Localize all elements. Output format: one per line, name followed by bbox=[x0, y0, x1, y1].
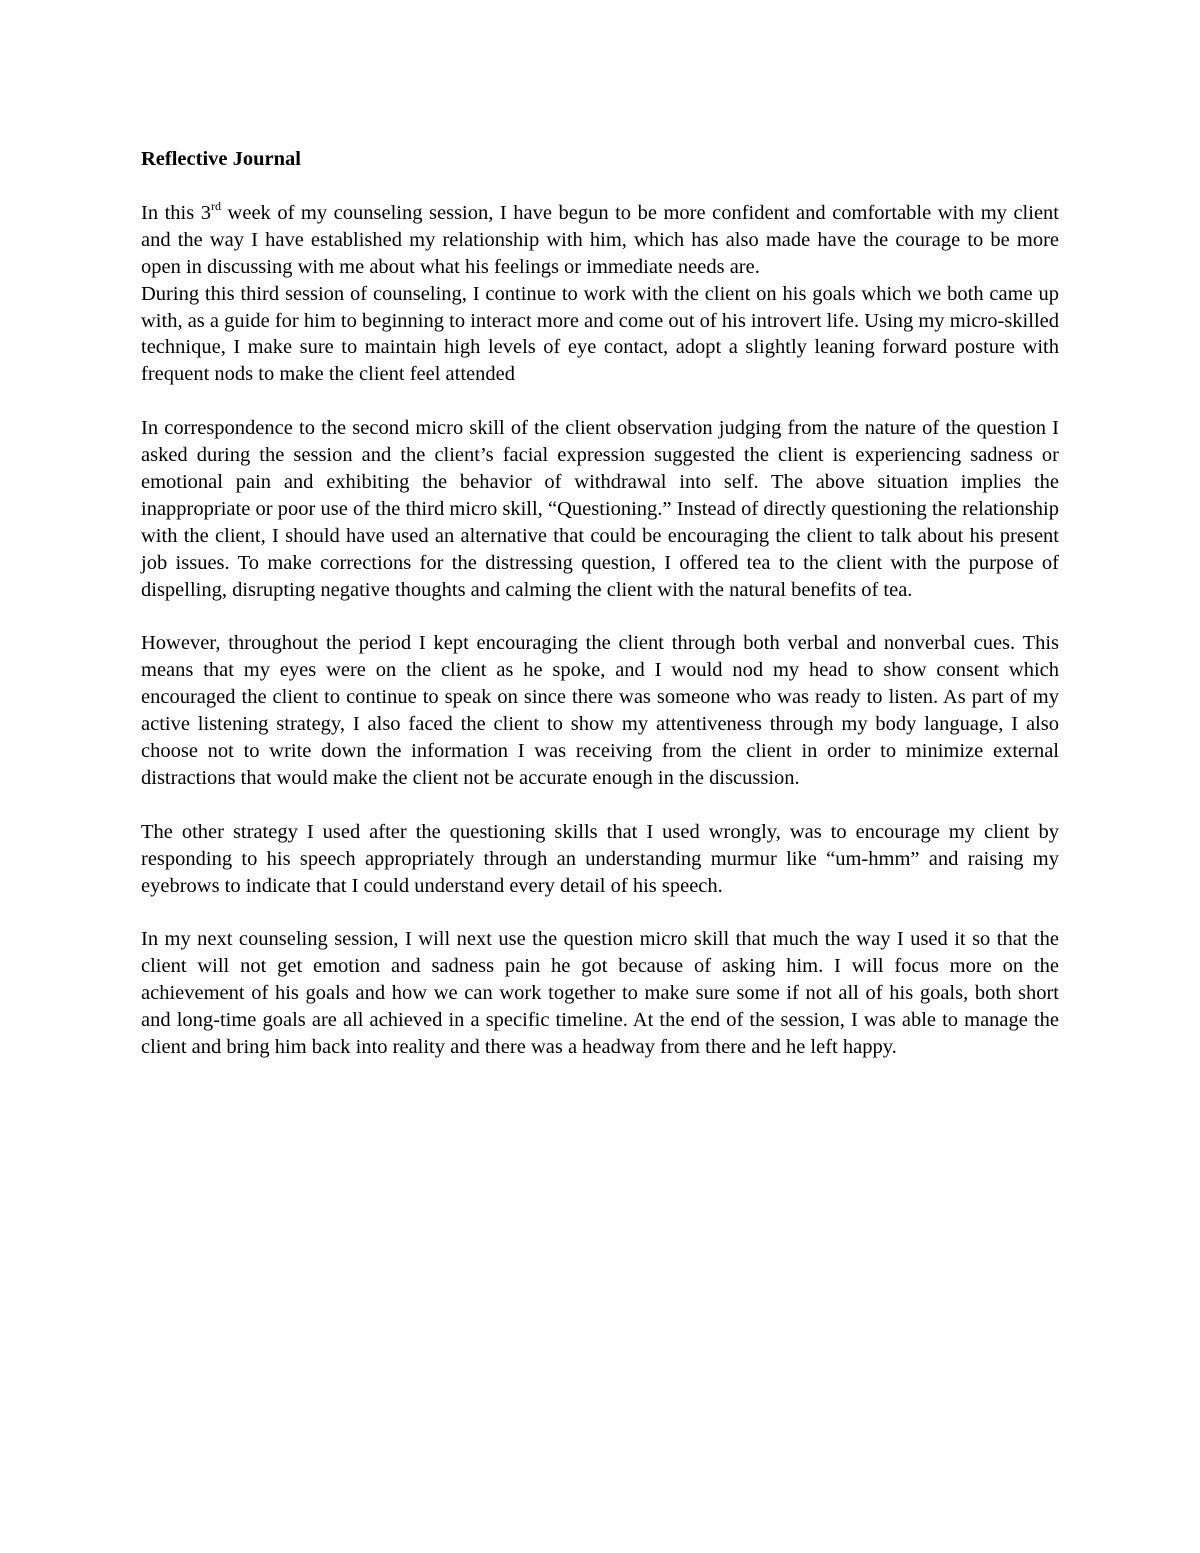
paragraph-intro-rest: week of my counseling session, I have begun to be more confident and comfortable with my client and the way I have established my relationship with him, which has also made have the courage to be more open in discussing with me about what his feelings or immediate needs are. bbox=[141, 201, 1059, 278]
paragraph-other-strategy: The other strategy I used after the questioning skills that I used wrongly, was to encourage my client by responding to his speech appropriately through an understanding murmur like “um-hmm” and raising my eyebrows to indicate that I could understand every detail of his speech. bbox=[141, 820, 1059, 897]
paragraph-intro-start: In this 3 bbox=[141, 201, 212, 224]
paragraph-next-session: In my next counseling session, I will next use the question micro skill that much the way I used it so that the client will not get emotion and sadness pain he got because of asking him. I will focus more on the achievement of his goals and how we can work together to make sure some if not all of his goals, both short and long-time goals are all achieved in a specific timeline. At the end of the session, I was able to manage the client and bring him back into reality and there was a headway from there and he left happy. bbox=[141, 928, 1059, 1058]
paragraph-observation: In correspondence to the second micro skill of the client observation judging from the nature of the question I asked during the session and the client’s facial expression suggested the client is experiencing sadness or emotional pain and exhibiting the behavior of withdrawal into self. The above situation implies the inappropriate or poor use of the third micro skill, “Questioning.” Instead of directly questioning the relationship with the client, I should have used an alternative that could be encouraging the client to talk about his present job issues. To make corrections for the distressing question, I offered tea to the client with the purpose of dispelling, disrupting negative thoughts and calming the client with the natural benefits of tea. bbox=[141, 417, 1059, 601]
paragraph-third-session: During this third session of counseling, I continue to work with the client on his goals which we both came up with, as a guide for him to beginning to interact more and come out of his introvert life. Using my micro-skilled technique, I make sure to maintain high levels of eye contact, adopt a slightly leaning forward posture with frequent nods to make the client feel attended bbox=[141, 282, 1059, 386]
paragraph-intro bbox=[141, 200, 1059, 281]
document-title: Reflective Journal bbox=[141, 148, 301, 170]
paragraph-active-listening: However, throughout the period I kept encouraging the client through both verbal and nonverbal cues. This means that my eyes were on the client as he spoke, and I would nod my head to show consent which encouraged the client to continue to speak on since there was someone who was ready to listen. As part of my active listening strategy, I also faced the client to show my attentiveness through my body language, I also choose not to write down the information I was receiving from the client in order to minimize external distractions that would make the client not be accurate enough in the discussion. bbox=[141, 632, 1059, 789]
ordinal-suffix: rd bbox=[211, 198, 222, 213]
document-page bbox=[141, 146, 1059, 1061]
